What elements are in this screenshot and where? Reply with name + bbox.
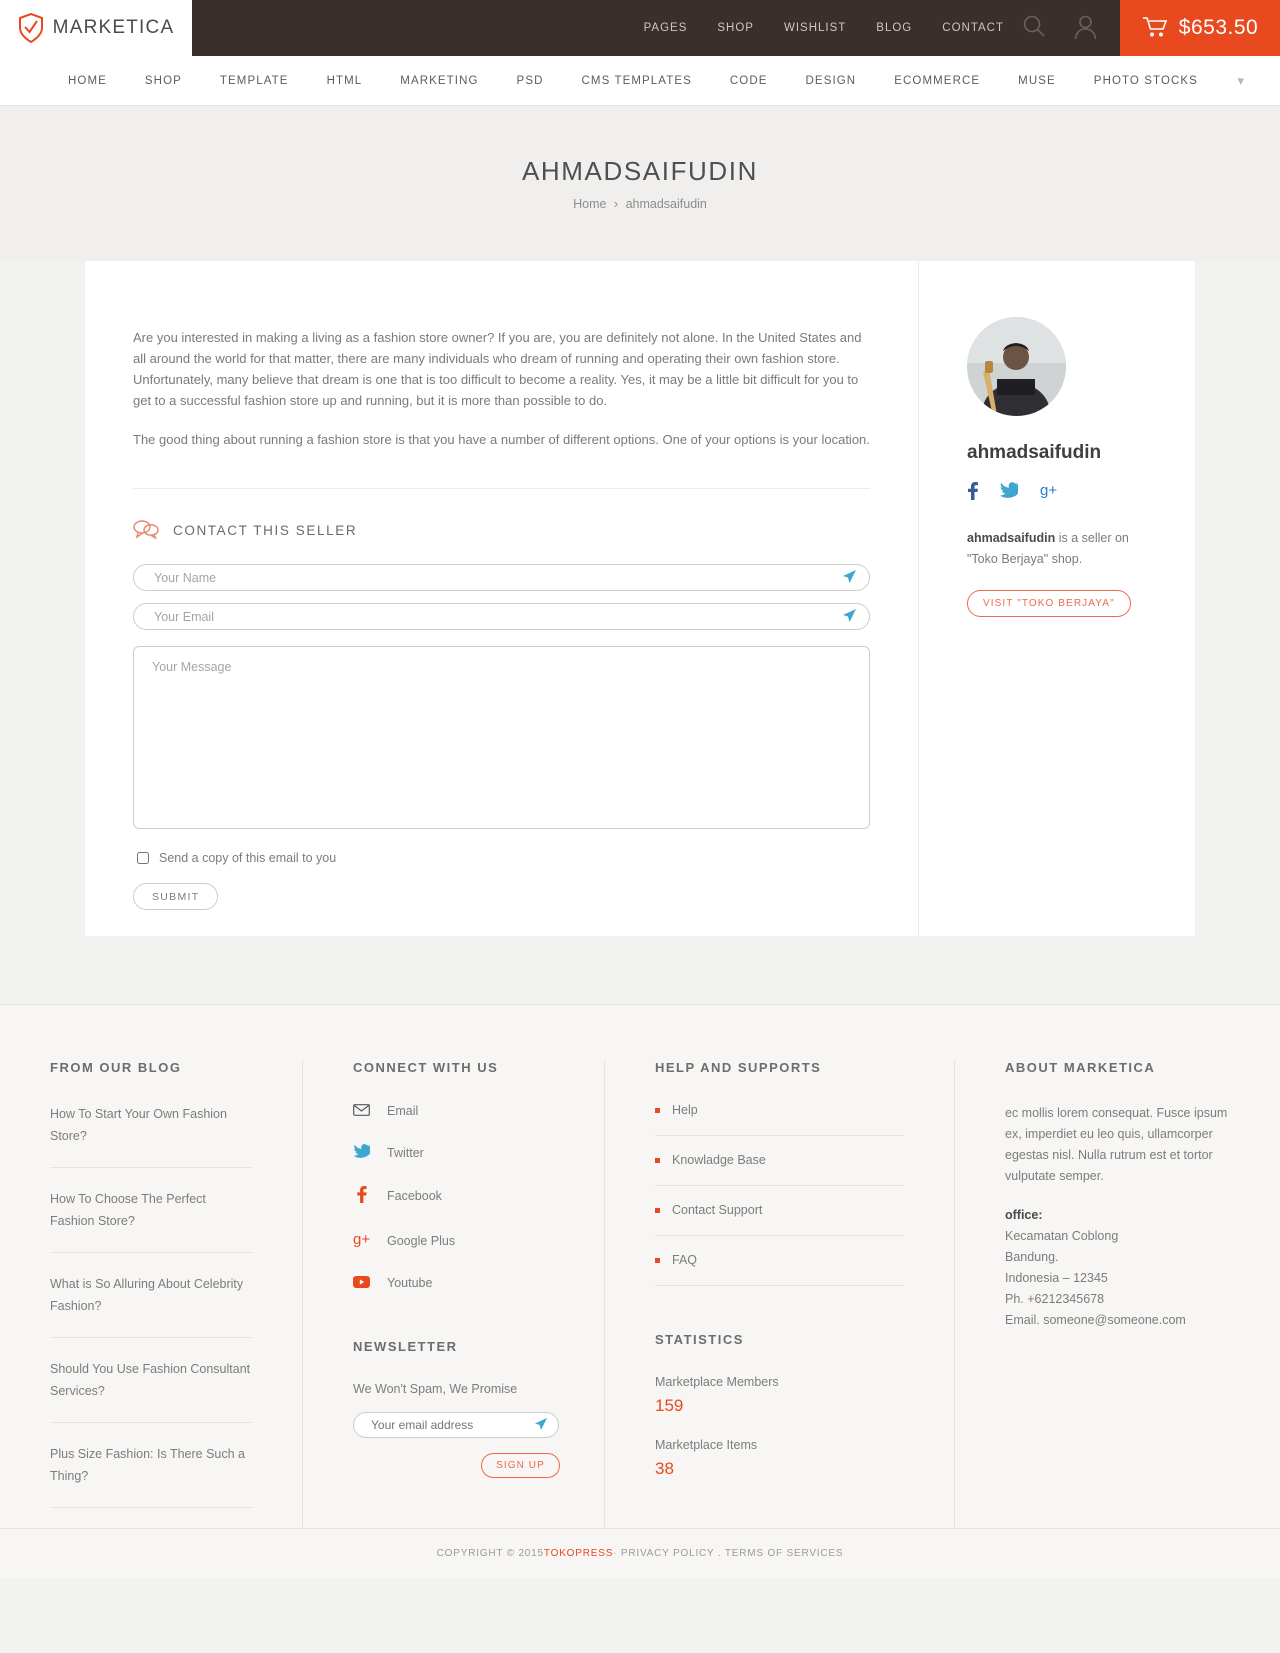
list-item[interactable]: How To Choose The Perfect Fashion Store? (50, 1188, 252, 1253)
twitter-icon[interactable] (1000, 482, 1018, 504)
about-address-line: Indonesia – 12345 (1005, 1271, 1108, 1285)
top-nav (192, 0, 1022, 56)
footer-connect-heading: CONNECT WITH US (353, 1060, 499, 1075)
breadcrumb-separator: › (613, 197, 619, 211)
footer-about-heading: ABOUT MARKETICA (1005, 1060, 1156, 1075)
search-icon[interactable] (1022, 14, 1047, 42)
breadcrumb-home[interactable]: Home (573, 197, 607, 211)
connect-item-label: Email (387, 1104, 419, 1118)
top-bar (0, 0, 1280, 56)
about-address-line: Kecamatan Coblong (1005, 1229, 1119, 1243)
help-item-label: Help (672, 1103, 698, 1117)
message-field-row (133, 646, 870, 832)
cart-icon (1142, 16, 1167, 41)
paper-plane-icon (843, 570, 856, 586)
copyright-pre: COPYRIGHT © 2015 (436, 1548, 544, 1559)
nav-item-ecommerce[interactable]: ECOMMERCE (894, 74, 981, 87)
nav-item-html[interactable]: HTML (326, 74, 363, 87)
visit-shop-button[interactable]: VISIT "TOKO BERJAYA" (967, 590, 1131, 617)
email-field-row (133, 603, 870, 630)
list-item[interactable] (655, 1103, 904, 1136)
nav-item-psd[interactable]: PSD (516, 74, 544, 87)
list-item[interactable]: What is So Alluring About Celebrity Fashion? (50, 1273, 252, 1338)
stat-label-items: Marketplace Items (655, 1438, 758, 1452)
copyright-post[interactable]: · PRIVACY POLICY . TERMS OF SERVICES (613, 1548, 844, 1559)
newsletter-input-wrap (353, 1412, 559, 1438)
send-copy-row[interactable] (137, 851, 870, 865)
shield-check-icon (18, 13, 44, 43)
avatar (967, 317, 1066, 416)
send-copy-checkbox[interactable] (137, 852, 149, 864)
footer-help-heading: HELP AND SUPPORTS (655, 1060, 822, 1075)
about-address-line: Ph. +6212345678 (1005, 1292, 1105, 1306)
list-item[interactable] (655, 1153, 904, 1186)
footer-connect-column (302, 1060, 604, 1528)
divider (133, 488, 870, 489)
connect-item-label: Youtube (387, 1276, 433, 1290)
facebook-icon (353, 1186, 370, 1206)
chevron-double-down-icon[interactable]: ▾ (1237, 72, 1244, 88)
logo-text: MARKETICA (52, 17, 175, 38)
send-copy-label: Send a copy of this email to you (159, 851, 337, 865)
connect-item-email[interactable] (353, 1103, 554, 1119)
cart-button[interactable] (1120, 0, 1280, 56)
stat-label-members: Marketplace Members (655, 1375, 779, 1389)
mail-icon (353, 1103, 370, 1119)
list-item[interactable]: Should You Use Fashion Consultant Services? (50, 1358, 252, 1423)
nav-item-template[interactable]: TEMPLATE (219, 74, 289, 87)
main-nav (0, 56, 1280, 106)
intro-paragraph-1: Are you interested in making a living as a fashion store owner? If you are, you are definitely not alone. In the United States and all around the world for that matter, there are many individuals who dream of running and operating their own fashion store. Unfortunately, many believe that dream is one that is too difficult to become a reality. Yes, it may be a little bit difficult for you to get to a successful fashion store up and running, but it is more than possible to do. (133, 330, 862, 408)
intro-paragraph-2: The good thing about running a fashion store is that you have a number of different options. One of your options is your location. (133, 432, 870, 447)
top-icons (1022, 0, 1120, 56)
name-field-row (133, 564, 870, 591)
seller-description (967, 528, 1159, 570)
connect-item-label: Google Plus (387, 1233, 456, 1248)
connect-item-youtube[interactable] (353, 1275, 554, 1291)
svg-text:g+: g+ (1040, 482, 1058, 498)
seller-description-name: ahmadsaifudin (967, 531, 1056, 545)
content-wrapper (85, 261, 1195, 1004)
nav-item-code[interactable]: CODE (729, 74, 768, 87)
about-address-line: Bandung. (1005, 1250, 1059, 1264)
top-nav-shop[interactable]: SHOP (717, 22, 754, 34)
newsletter-signup-button[interactable]: SIGN UP (481, 1453, 560, 1478)
top-nav-wishlist[interactable]: WISHLIST (783, 22, 847, 34)
seller-description-rest: is a seller on "Toko Berjaya" shop. (967, 531, 1129, 566)
message-textarea[interactable] (133, 646, 870, 829)
email-input[interactable] (133, 603, 870, 630)
breadcrumb-current: ahmadsaifudin (625, 197, 707, 211)
seller-sidebar (918, 261, 1195, 936)
nav-item-photo-stocks[interactable]: PHOTO STOCKS (1093, 74, 1198, 87)
nav-item-design[interactable]: DESIGN (805, 74, 857, 87)
bullet-square-icon (655, 1258, 660, 1263)
stat-value-items: 38 (655, 1459, 674, 1478)
footer-blog-heading: FROM OUR BLOG (50, 1060, 182, 1075)
about-address-line: Email. someone@someone.com (1005, 1313, 1186, 1327)
connect-item-label: Twitter (387, 1145, 424, 1160)
seller-socials (967, 482, 1159, 504)
contact-seller-heading (133, 519, 870, 542)
copyright-bar (0, 1528, 1280, 1578)
seller-name: ahmadsaifudin (967, 442, 1102, 463)
help-item-label: FAQ (672, 1253, 698, 1267)
logo[interactable] (0, 0, 192, 56)
newsletter-subtitle: We Won't Spam, We Promise (353, 1382, 518, 1396)
list-item[interactable]: Plus Size Fashion: Is There Such a Thing? (50, 1443, 252, 1508)
footer-help-column (604, 1060, 954, 1528)
contact-seller-label: CONTACT THIS SELLER (173, 523, 358, 538)
bullet-square-icon (655, 1208, 660, 1213)
newsletter-email-input[interactable] (353, 1412, 559, 1438)
connect-item-google-plus[interactable] (353, 1231, 554, 1250)
svg-text:g+: g+ (353, 1231, 371, 1247)
top-nav-blog[interactable]: BLOG (876, 22, 913, 34)
nav-item-shop[interactable]: SHOP (144, 74, 182, 87)
copyright-brand: TOKOPRESS (543, 1548, 614, 1559)
top-nav-pages[interactable]: PAGES (643, 22, 688, 34)
about-text: ec mollis lorem consequat. Fusce ipsum ex, imperdiet eu leo quis, ullamcorper egestas nisl. Nulla rutrum est et tortor vulputate semper. (1005, 1106, 1228, 1183)
chat-bubbles-icon (133, 519, 159, 542)
paper-plane-icon (843, 609, 856, 625)
breadcrumb (573, 197, 707, 211)
footer (0, 1004, 1280, 1528)
nav-item-muse[interactable]: MUSE (1018, 74, 1056, 87)
connect-item-twitter[interactable] (353, 1144, 554, 1161)
seller-intro (133, 327, 870, 450)
facebook-icon[interactable] (967, 482, 978, 504)
footer-about-column (954, 1060, 1280, 1528)
nav-item-home[interactable]: HOME (68, 74, 107, 87)
seller-card (85, 261, 1195, 936)
cart-total: $653.50 (1178, 16, 1259, 39)
top-nav-contact[interactable]: CONTACT (942, 22, 1004, 34)
user-icon[interactable] (1073, 14, 1098, 43)
page-header (0, 106, 1280, 261)
footer-newsletter-heading: NEWSLETTER (353, 1339, 458, 1354)
list-item[interactable] (655, 1203, 904, 1236)
bullet-square-icon (655, 1108, 660, 1113)
seller-main-column (85, 261, 918, 936)
list-item[interactable]: How To Start Your Own Fashion Store? (50, 1103, 252, 1168)
bullet-square-icon (655, 1158, 660, 1163)
name-input[interactable] (133, 564, 870, 591)
submit-button[interactable]: SUBMIT (133, 883, 218, 910)
google-plus-icon[interactable] (1040, 482, 1060, 504)
twitter-icon (353, 1144, 370, 1161)
connect-item-label: Facebook (387, 1189, 442, 1203)
page-title: AHMADSAIFUDIN (521, 156, 759, 186)
footer-help-list (655, 1103, 904, 1286)
about-office-label: office: (1005, 1208, 1043, 1222)
google-plus-icon (353, 1231, 370, 1250)
nav-item-cms-templates[interactable]: CMS TEMPLATES (581, 74, 692, 87)
help-item-label: Contact Support (672, 1203, 763, 1217)
footer-blog-column (0, 1060, 302, 1528)
paper-plane-icon (535, 1418, 547, 1433)
help-item-label: Knowladge Base (672, 1153, 766, 1167)
footer-statistics-heading: STATISTICS (655, 1332, 744, 1347)
list-item[interactable] (655, 1253, 904, 1286)
connect-item-facebook[interactable] (353, 1186, 554, 1206)
nav-item-marketing[interactable]: MARKETING (400, 74, 479, 87)
footer-blog-list (50, 1103, 252, 1508)
stat-value-members: 159 (655, 1396, 684, 1415)
youtube-icon (353, 1275, 370, 1291)
